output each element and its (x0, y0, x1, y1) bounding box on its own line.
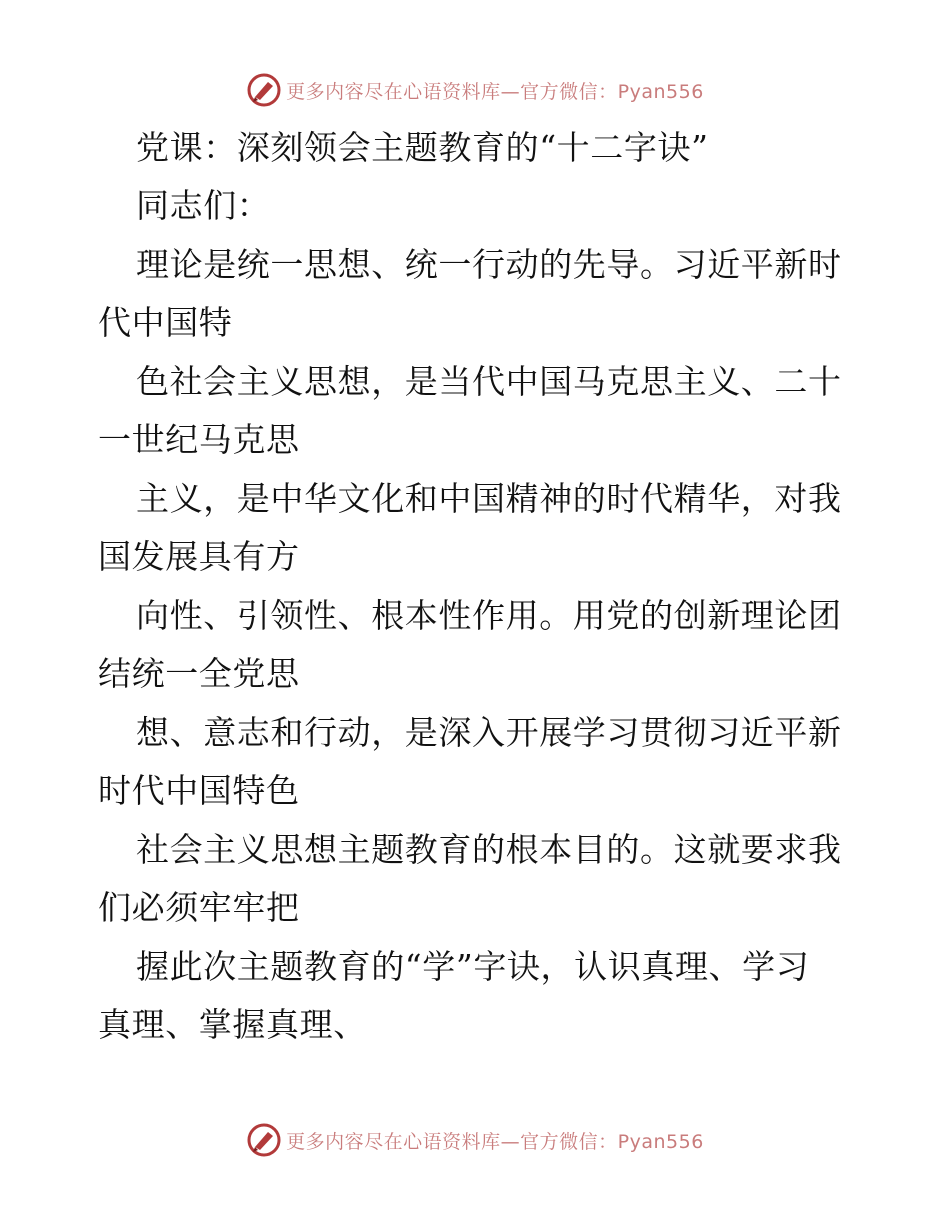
paragraph-line: 色社会主义思想，是当代中国马克思主义、二十 (136, 362, 842, 401)
pen-circle-logo-icon (246, 1122, 282, 1158)
paragraph-line: 主义，是中华文化和中国精神的时代精华，对我 (136, 479, 842, 518)
paragraph-line: 们必须牢牢把 (98, 888, 300, 927)
paragraph-line: 理论是统一思想、统一行动的先导。习近平新时 (136, 245, 842, 284)
paragraph-line: 想、意志和行动，是深入开展学习贯彻习近平新 (136, 713, 842, 752)
paragraph-line: 一世纪马克思 (98, 420, 300, 459)
salutation: 同志们： (136, 186, 271, 225)
paragraph-line: 社会主义思想主题教育的根本目的。这就要求我 (136, 830, 842, 869)
paragraph-line: 国发展具有方 (98, 537, 300, 576)
paragraph-line: 时代中国特色 (98, 771, 300, 810)
paragraph-line: 代中国特 (98, 303, 233, 342)
footer-banner (0, 1120, 950, 1160)
document-title: 党课：深刻领会主题教育的“十二字诀” (136, 128, 709, 167)
header-banner (0, 70, 950, 110)
paragraph-line: 向性、引领性、根本性作用。用党的创新理论团 (136, 596, 842, 635)
paragraph-line: 握此次主题教育的“学”字诀，认识真理、学习 (136, 947, 810, 986)
pen-circle-logo-icon (246, 72, 282, 108)
paragraph-line: 结统一全党思 (98, 654, 300, 693)
header-banner-text: 更多内容尽在心语资料库—官方微信：Pyan556 (286, 80, 704, 103)
footer-banner-text: 更多内容尽在心语资料库—官方微信：Pyan556 (286, 1130, 704, 1153)
paragraph-line: 真理、掌握真理、 (98, 1005, 367, 1044)
